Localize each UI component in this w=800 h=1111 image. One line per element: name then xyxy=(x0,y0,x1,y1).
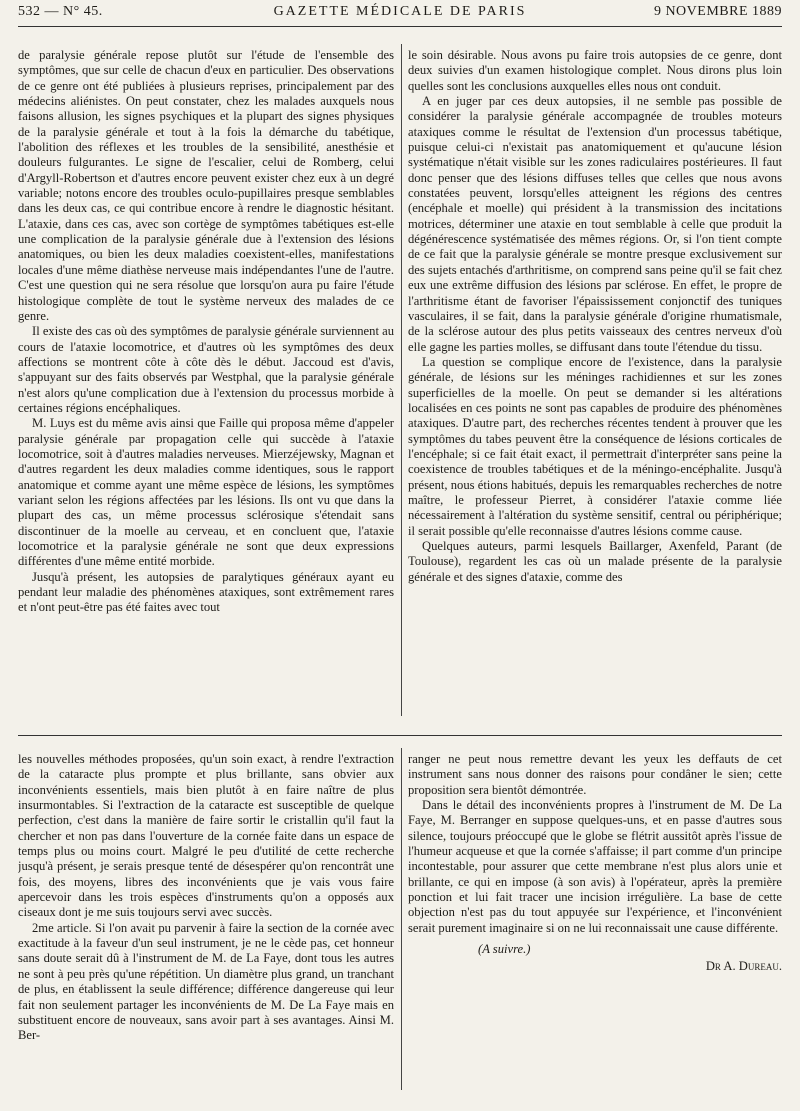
running-header xyxy=(18,4,782,22)
article-right-column xyxy=(408,48,782,712)
issue-date: 9 NOVEMBRE 1889 xyxy=(653,4,782,19)
paragraph: La question se complique encore de l'existence, dans la paralysie générale, de lésions sur les méninges rachidiennes et sur les zones superficielles de la moelle. On peut se demander si les altérations localisées en ces points ne sont pas capables de produire des phénomènes ataxiques. D'autre part, des recherches récentes tendent à prouver que les symptômes du tabes peuvent être la conséquence de lésions corticales de l'encéphale; si ce fait était exact, il permettrait d'interpréter sans peine la coexistence de troubles tabétiques et de la méningo-encéphalite. Jusqu'à présent, nous étions habitués, depuis les remarquables recherches de notre maître, le professeur Pierret, à considérer l'ataxie comme liée nécessairement à l'altération du système sensitif, central ou périphérique; il serait possible qu'elle reconnaisse d'autres lésions comme cause. xyxy=(408,354,782,538)
feuilleton-left-column xyxy=(18,752,394,1090)
to-be-continued: (A suivre.) xyxy=(478,942,531,957)
paragraph: les nouvelles méthodes proposées, qu'un soin exact, à rendre l'extraction de la cataracte plus prompte et plus brillante, sans obvier aux inconvénients essentiels, mais bien plutôt à en faire naître de plus insurmontables. Si l'extraction de la cataracte est susceptible de quelque perfection, c'est dans la manière de faire sortir le cristallin qu'il faut la chercher et non pas dans l'ouverture de la cornée faite dans un espace de temps plus ou moins court. Malgré le peu d'utilité de cette recherche jusqu'à présent, je serais presque tenté de désespérer qu'on rencontrât une fois, des moyens, libres des inconvénients que je vais vous faire apercevoir dans les trois espèces d'instruments qu'on a opposés aux ciseaux dont je me suis toujours servi avec succès. xyxy=(18,752,394,920)
paragraph: Jusqu'à présent, les autopsies de paralytiques généraux ayant eu pendant leur maladie des phénomènes ataxiques, sont extrêmement rares et n'ont peut-être pas été faites avec tout xyxy=(18,569,394,615)
author-signature: Dr A. Dureau. xyxy=(705,959,782,974)
column-divider xyxy=(401,44,402,716)
paragraph: 2me article. Si l'on avait pu parvenir à faire la section de la cornée avec exactitude à la faveur d'un seul instrument, je ne le cède pas, cet honneur sans doute serait dû à l'instrument de M. de La Faye, dont tous les autres ne sont à peu près qu'une répétition. Un diamètre plus grand, un tranchant de plus, en établissent la seule différence; différence dangereuse qui leur fait non seulement partager les inconvénients de M. De La Faye mais en substituent encore de nouveaux, sans avoir part à ses avantages. Ainsi M. Ber- xyxy=(18,920,394,1043)
paragraph: A en juger par ces deux autopsies, il ne semble pas possible de considérer la paralysie générale accompagnée de troubles moteurs ataxiques comme le résultat de l'extension d'un processus tabétique, puisque celui-ci n'existait pas anatomiquement et qu'aucune lésion systématique n'était visible sur les zones radiculaires postérieures. Il faut donc penser que des lésions diffuses telles que celles que nous avons constatées peuvent, lorsqu'elles atteignent les régions des centres (encéphale et moelle) qui président à la transmission des incitations motrices, déterminer une ataxie en tout semblable à celle que produit la dégénérescence systématisée des mêmes régions. Or, si l'on tient compte de ce fait que la paralysie générale se montre presque exclusivement sur des sujets entachés d'arthritisme, on comprend sans peine qu'il se fait chez eux une extrême diffusion des lésions par sclérose. En effet, le propre de l'arthritisme étant de favoriser l'épaississement conjonctif des tuniques vasculaires, il se fait, dans la paralysie générale d'origine rhumatismale, de la sclérose autour des plus petits vaisseaux des centres nerveux d'où elle gagne les parties molles, se diffusant dans toute l'étendue du tissu. xyxy=(408,94,782,354)
feuilleton-rule xyxy=(18,735,782,736)
feuilleton-right-column xyxy=(408,752,782,1090)
paragraph: M. Luys est du même avis ainsi que Faille qui proposa même d'appeler paralysie générale par propagation celle qui succède à l'ataxie locomotrice, soit à d'autres maladies nerveuses. Mierzéjewsky, Magnan et d'autres regardent les deux maladies comme identiques, sous le rapport anatomique et comme ayant une même espèce de lésions, les symptômes variant selon les régions affectées par les lésions. Ils ont vu que dans la plupart des cas, un même processus sclérosique s'étendait sans discontinuer de la moelle au cerveau, et en concluent que, l'ataxie locomotrice et la paralysie générale ne sont que deux expressions différentes d'une même entité morbide. xyxy=(18,416,394,569)
paragraph: de paralysie générale repose plutôt sur l'étude de l'ensemble des symptômes, que sur celle de chacun d'eux en particulier. Des observations de ce genre ont été publiées à plusieurs reprises, principalement par des médecins aliénistes. On peut constater, chez les malades auxquels nous faisons allusion, les signes psychiques et la plupart des signes physiques de la paralysie générale et tout à la fois la démarche du tabétique, l'abolition des réflexes et les troubles de la sensibilité, anesthésie et douleurs fulgurantes. Le signe de l'escalier, celui de Romberg, celui d'Argyll-Robertson et d'autres encore peuvent exister chez eux à un degré variable; notons encore des troubles oculo-pupillaires presque semblables dans les deux cas, ce qui contribue encore à rendre le diagnostic hésitant. L'ataxie, dans ces cas, avec son cortège de symptômes tabétiques est-elle une complication de la paralysie générale due à l'extension des lésions anatomiques, ou bien les deux maladies coexistent-elles, manifestations locales d'une même diathèse nerveuse mais indépendantes l'une de l'autre. C'est une question qui ne sera résolue que lorsqu'on aura pu faire l'étude histologique complète de tout le système nerveux des malades de ce genre. xyxy=(18,48,394,323)
header-rule xyxy=(18,26,782,27)
column-divider xyxy=(401,748,402,1090)
page-number: 532 — N° 45. xyxy=(18,4,103,19)
paragraph: Il existe des cas où des symptômes de paralysie générale surviennent au cours de l'ataxie locomotrice, et d'autres où les symptômes des deux affections se montrent côte à côte dès le début. Jaccoud est d'avis, s'appuyant sur des faits observés par Westphal, que la paralysie générale n'est alors qu'une complication due à l'extension du processus morbide à certaines régions encéphaliques. xyxy=(18,324,394,415)
paragraph: Quelques auteurs, parmi lesquels Baillarger, Axenfeld, Parant (de Toulouse), regardent les cas où un malade présente de la paralysie générale et des signes d'ataxie, comme des xyxy=(408,539,782,584)
paragraph: ranger ne peut nous remettre devant les yeux les deffauts de cet instrument sans nous donner des raisons pour condâner le sien; cette proposition sera bientôt démontrée. xyxy=(408,752,782,797)
article-left-column xyxy=(18,48,394,712)
paragraph: Dans le détail des inconvénients propres à l'instrument de M. De La Faye, M. Berranger en suppose quelques-uns, et en passe d'autres sous silence, toujours préoccupé que le globe se flétrit aussitôt après l'issue de l'humeur acqueuse et que la cornée s'affaisse; il part comme d'un principe incontestable, pour assurer que cette membrane n'est plus alors unie et brillante, ce qui en impose (à son avis) à l'opérateur, après la première ponction et lui fait tracer une incision irrégulière. La base de cette objection n'est pas du tout appuyée sur l'expérience, et l'inconvénient serait purement imaginaire si on ne lui reconnaissait une cause différente. xyxy=(408,798,782,935)
journal-title: GAZETTE MÉDICALE DE PARIS xyxy=(273,4,527,19)
paragraph: le soin désirable. Nous avons pu faire trois autopsies de ce genre, dont deux suivies d'un examen histologique complet. Nous dirons plus loin quelles sont les conclusions auxquelles elles nous ont conduit. xyxy=(408,48,782,93)
